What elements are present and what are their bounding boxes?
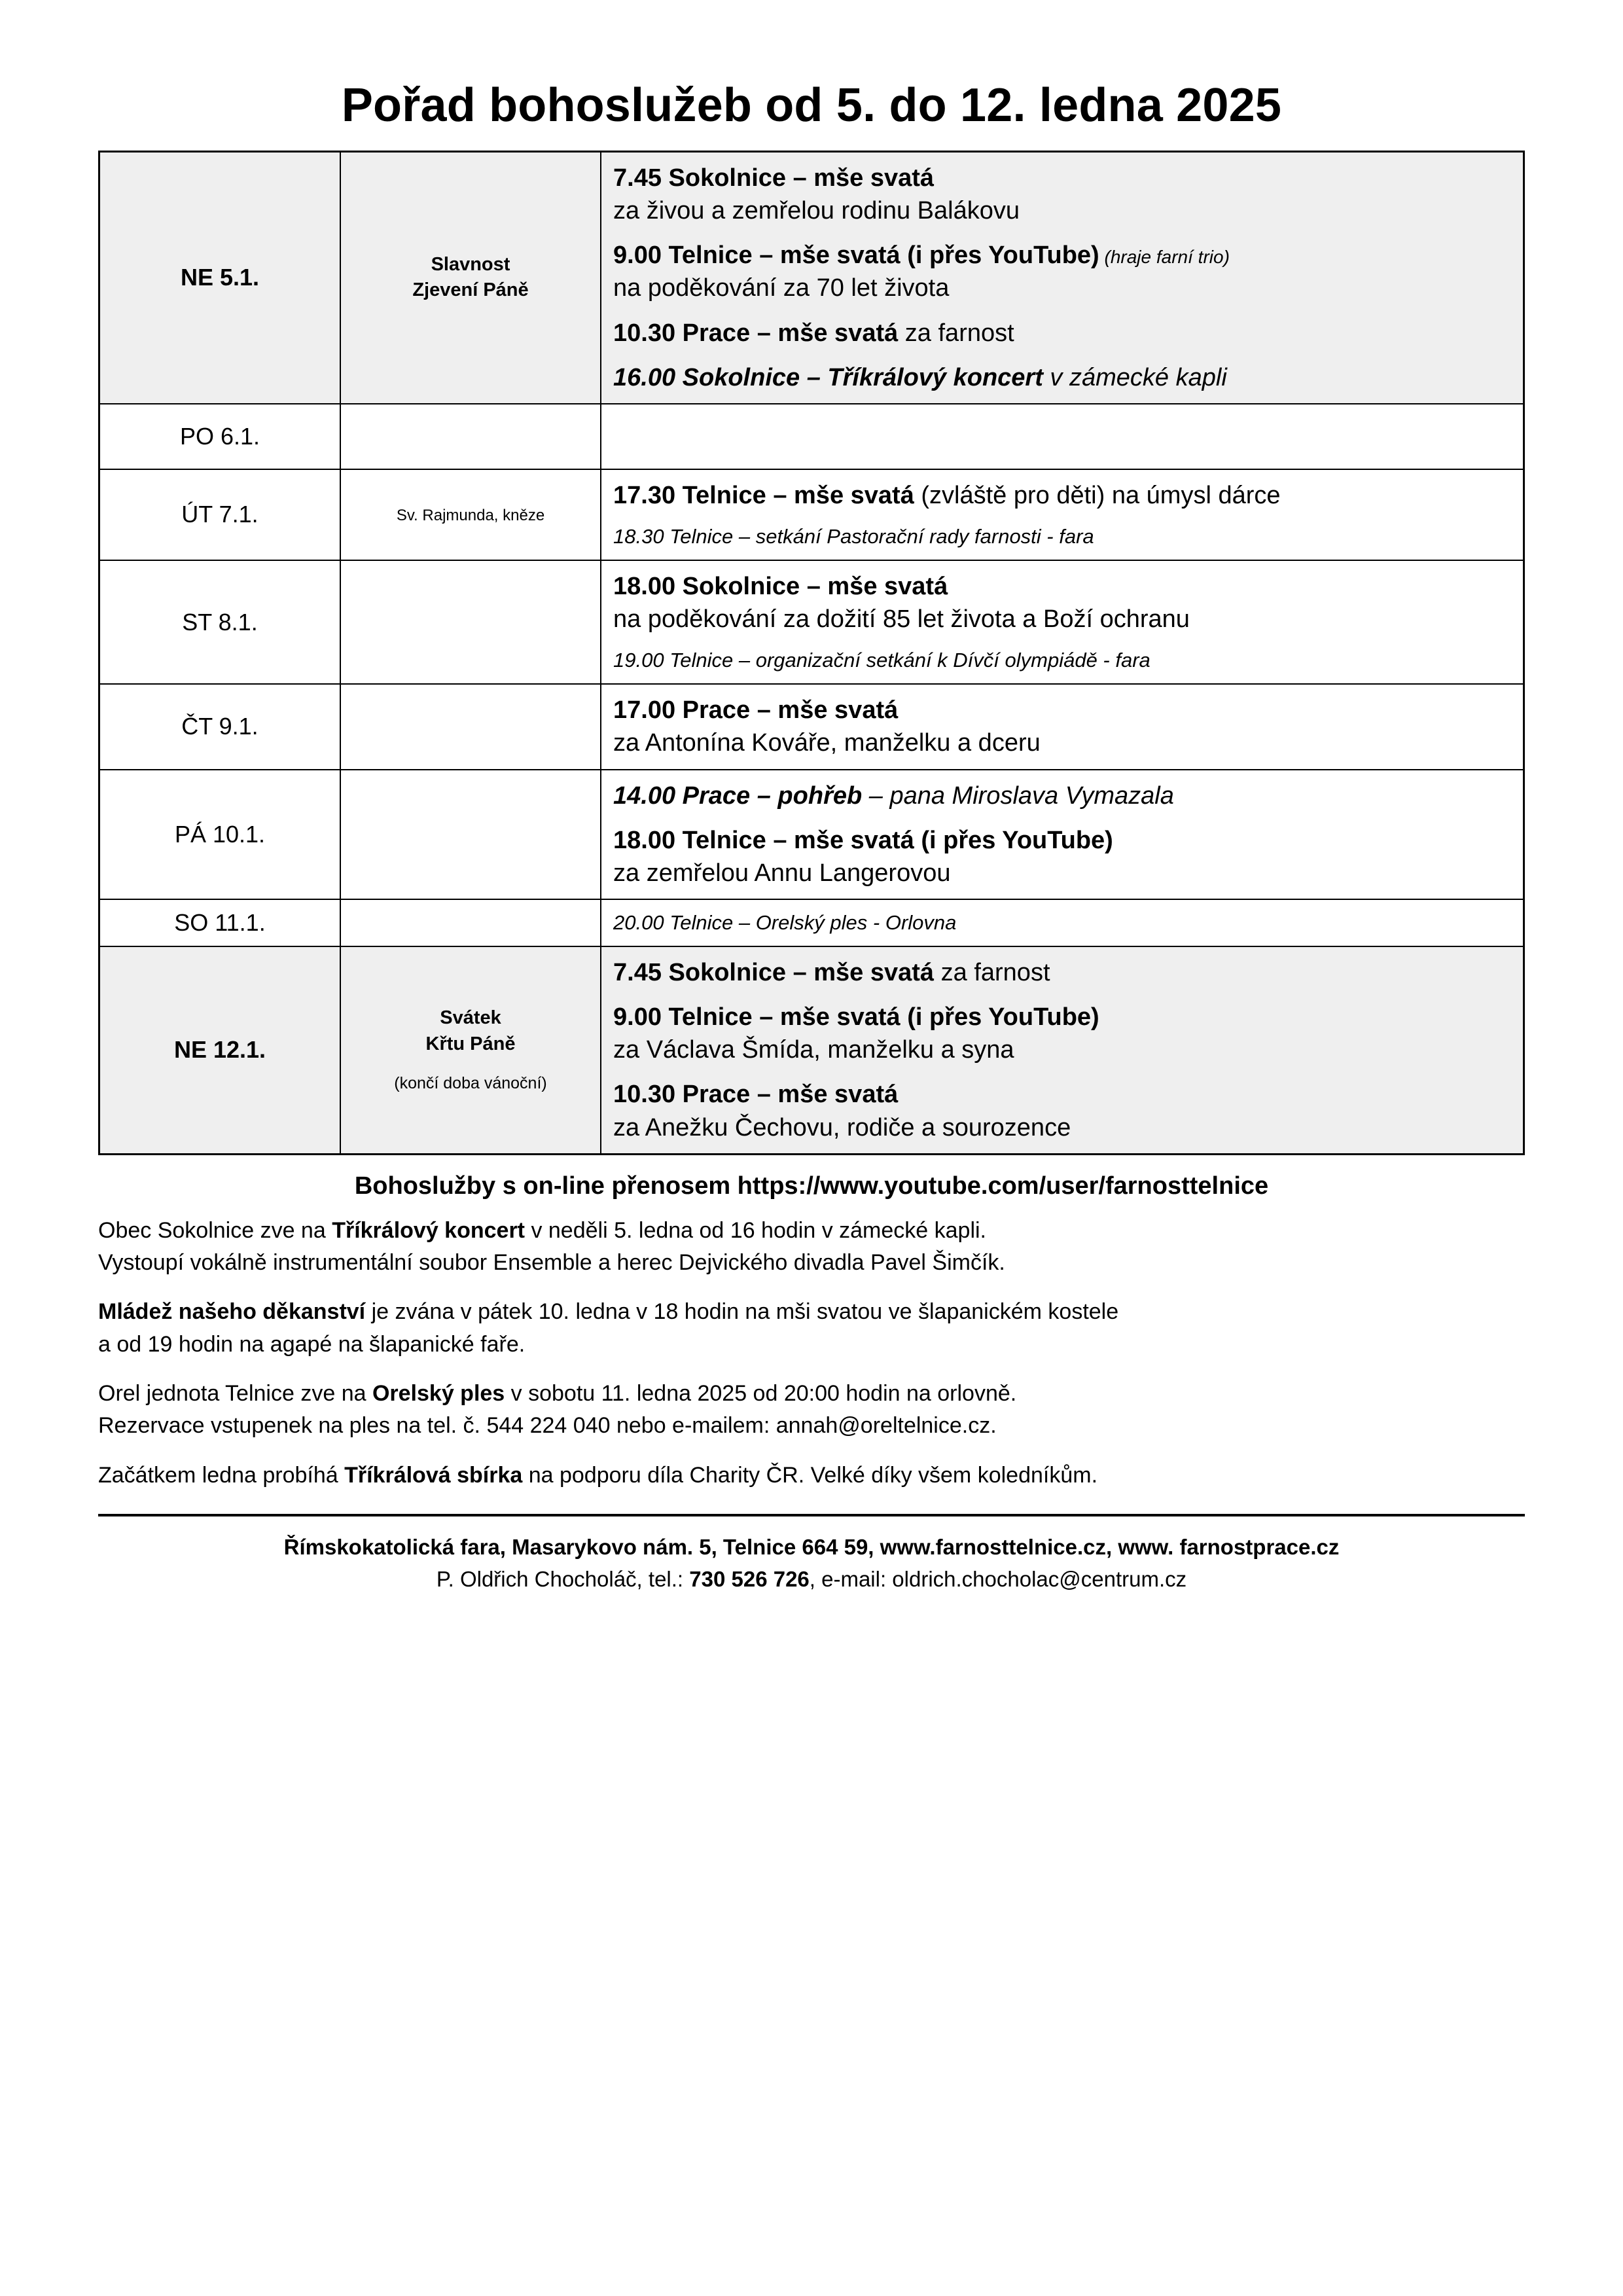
- footer-contact-post: , e-mail: oldrich.chocholac@centrum.cz: [809, 1567, 1187, 1592]
- announcement: [98, 1296, 1525, 1361]
- cell-feast: [340, 899, 601, 946]
- cell-events: [601, 560, 1524, 684]
- event-text: 18.30 Telnice – setkání Pastorační rady farnosti - fara: [613, 525, 1094, 548]
- cell-feast: [340, 469, 601, 560]
- cell-day: ST 8.1.: [99, 560, 341, 684]
- feast-line: Křtu Páně: [425, 1033, 516, 1054]
- event-entry: [613, 1001, 1511, 1066]
- event-headline: 17.00 Prace – mše svatá: [613, 696, 899, 725]
- table-row: [99, 684, 1524, 769]
- event-headline: 18.00 Sokolnice – mše svatá: [613, 573, 948, 600]
- table-row: [99, 404, 1524, 469]
- event-entry: [613, 317, 1511, 350]
- announcement-text: Rezervace vstupenek na ples na tel. č. 544 224 040 nebo e-mailem: annah@oreltelnice.cz.: [98, 1413, 997, 1439]
- event-detail: za farnost: [934, 959, 1050, 986]
- cell-feast: [340, 770, 601, 899]
- announcement-highlight: Tříkrálový koncert: [332, 1217, 525, 1243]
- event-entry: [613, 570, 1511, 636]
- event-detail: v zámecké kapli: [1043, 363, 1227, 391]
- event-entry: [613, 647, 1511, 674]
- announcement-highlight: Orelský ples: [372, 1380, 505, 1406]
- cell-feast: [340, 684, 601, 769]
- event-intention: za Anežku Čechovu, rodiče a sourozence: [613, 1113, 1071, 1141]
- cell-feast: [340, 560, 601, 684]
- event-intention: za Václava Šmída, manželku a syna: [613, 1036, 1014, 1064]
- footer-contact: [98, 1563, 1525, 1596]
- announcement-text: Obec Sokolnice zve na: [98, 1217, 332, 1243]
- cell-events: [601, 899, 1524, 946]
- feast-line: Zjevení Páně: [412, 279, 529, 301]
- cell-day: ČT 9.1.: [99, 684, 341, 769]
- feast-note: (končí doba vánoční): [394, 1073, 547, 1092]
- table-row: [99, 560, 1524, 684]
- table-row: [99, 946, 1524, 1154]
- announcement-text: v neděli 5. ledna od 16 hodin v zámecké kapli.: [525, 1217, 987, 1243]
- cell-day: PO 6.1.: [99, 404, 341, 469]
- announcement-text: je zvána v pátek 10. ledna v 18 hodin na mši svatou ve šlapanickém kostele: [365, 1299, 1119, 1325]
- announcement-highlight: Mládež našeho děkanství: [98, 1299, 366, 1325]
- event-entry: [613, 780, 1511, 812]
- footer-phone: 730 526 726: [689, 1567, 810, 1592]
- announcement-text: v sobotu 11. ledna 2025 od 20:00 hodin na orlovně.: [505, 1380, 1017, 1406]
- event-headline: 10.30 Prace – mše svatá: [613, 1081, 899, 1109]
- feast-line: Sv. Rajmunda, kněze: [396, 506, 545, 524]
- event-detail: – pana Miroslava Vymazala: [862, 781, 1174, 810]
- event-entry: [613, 162, 1511, 227]
- event-entry: [613, 956, 1511, 989]
- announcement: [98, 1460, 1525, 1492]
- announcement-text: na podporu díla Charity ČR. Velké díky všem koledníkům.: [522, 1462, 1098, 1488]
- event-headline: 17.30 Telnice – mše svatá: [613, 481, 914, 509]
- table-row: [99, 469, 1524, 560]
- event-annotation: (hraje farní trio): [1099, 247, 1230, 268]
- footer-divider: [98, 1514, 1525, 1516]
- footer-parish-address: Římskokatolická fara, Masarykovo nám. 5, Telnice 664 59, www.farnosttelnice.cz, www. farnostprace.cz: [283, 1534, 1340, 1559]
- cell-day: NE 12.1.: [99, 946, 341, 1154]
- event-intention: za zemřelou Annu Langerovou: [613, 859, 951, 887]
- event-entry: [613, 524, 1511, 550]
- table-row: [99, 152, 1524, 404]
- event-intention: za živou a zemřelou rodinu Balákovu: [613, 197, 1020, 225]
- announcement: [98, 1215, 1525, 1280]
- announcement-text: Orel jednota Telnice zve na: [98, 1380, 372, 1406]
- feast-line: Slavnost: [431, 254, 510, 276]
- page-title: Pořad bohoslužeb od 5. do 12. ledna 2025: [341, 79, 1282, 132]
- cell-events: [601, 946, 1524, 1154]
- event-intention: na poděkování za 70 let života: [613, 274, 950, 302]
- event-entry: [613, 479, 1511, 512]
- schedule-body: [99, 152, 1524, 1155]
- table-row: [99, 899, 1524, 946]
- event-headline: 9.00 Telnice – mše svatá (i přes YouTube): [613, 242, 1099, 270]
- event-entry: [613, 361, 1511, 394]
- cell-events: [601, 404, 1524, 469]
- cell-feast: [340, 404, 601, 469]
- event-headline: 7.45 Sokolnice – mše svatá: [613, 164, 935, 192]
- event-text: 20.00 Telnice – Orelský ples - Orlovna: [613, 910, 957, 934]
- cell-events: [601, 770, 1524, 899]
- announcement-highlight: Tříkrálová sbírka: [344, 1462, 523, 1488]
- event-intention: za Antonína Kováře, manželku a dceru: [613, 729, 1041, 757]
- event-headline: 16.00 Sokolnice – Tříkrálový koncert: [613, 363, 1043, 391]
- event-entry: [613, 694, 1511, 759]
- online-broadcast-line: Bohoslužby s on-line přenosem https://www.youtube.com/user/farnosttelnice: [354, 1172, 1269, 1200]
- cell-feast: [340, 152, 601, 404]
- announcement: [98, 1378, 1525, 1443]
- event-headline: 14.00 Prace – pohřeb: [613, 781, 863, 810]
- event-entry: [613, 824, 1511, 889]
- announcements: [98, 1215, 1525, 1492]
- event-entry: [613, 239, 1511, 304]
- cell-day: PÁ 10.1.: [99, 770, 341, 899]
- footer: [98, 1531, 1525, 1596]
- event-headline: 10.30 Prace – mše svatá: [613, 319, 899, 347]
- announcement-text: Začátkem ledna probíhá: [98, 1462, 345, 1488]
- event-detail: (zvláště pro děti) na úmysl dárce: [914, 481, 1281, 509]
- announcement-text: Vystoupí vokálně instrumentální soubor Ensemble a herec Dejvického divadla Pavel Šimčík.: [98, 1250, 1005, 1276]
- cell-feast: [340, 946, 601, 1154]
- event-headline: 9.00 Telnice – mše svatá (i přes YouTube): [613, 1003, 1099, 1031]
- table-row: [99, 770, 1524, 899]
- mass-schedule-table: [98, 151, 1525, 1155]
- event-entry: [613, 1078, 1511, 1143]
- cell-day: NE 5.1.: [99, 152, 341, 404]
- footer-contact-pre: P. Oldřich Chocholáč, tel.:: [436, 1567, 690, 1592]
- feast-line: Svátek: [440, 1007, 501, 1029]
- cell-day: ÚT 7.1.: [99, 469, 341, 560]
- event-detail: za farnost: [898, 319, 1014, 347]
- event-intention: na poděkování za dožití 85 let života a Boží ochranu: [613, 605, 1190, 634]
- announcement-text: a od 19 hodin na agapé na šlapanické faře.: [98, 1331, 526, 1357]
- cell-events: [601, 684, 1524, 769]
- cell-events: [601, 469, 1524, 560]
- cell-events: [601, 152, 1524, 404]
- event-text: 19.00 Telnice – organizační setkání k Dívčí olympiádě - fara: [613, 649, 1150, 672]
- event-entry: [613, 910, 1511, 937]
- cell-day: SO 11.1.: [99, 899, 341, 946]
- event-headline: 18.00 Telnice – mše svatá (i přes YouTube): [613, 826, 1113, 854]
- event-headline: 7.45 Sokolnice – mše svatá: [613, 959, 935, 986]
